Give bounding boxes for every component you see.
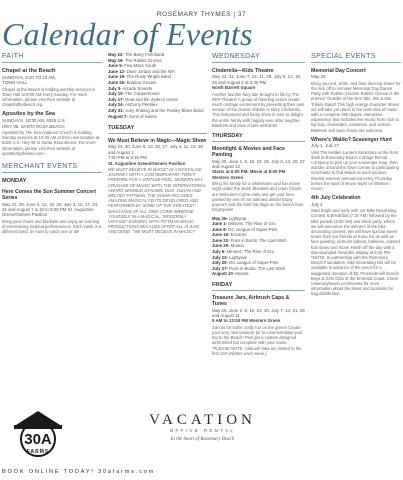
faith-item-desc: Apostles By The Sea Anglican Church is holding Sunday services at 10:30 AM at their new location at 6325 U.S. Hwy 98 in Santa Rosa Beach. For more information, please visit their website at apostlesbythesea.com. <box>2 130 100 156</box>
concert-list-may <box>108 52 207 63</box>
list-item: June 26- Boukou Groove <box>108 79 157 85</box>
thursday-event-desc: Bring the family for a wholesome and fun movie night under the stars! Blankets and Lawn Chairs are Welcome! Come early and get your face painted by one of our talented artists! Enjoy popcorn and the best hot dogs on the beach from Dogtopolis! <box>212 181 304 213</box>
running-head: ROSEMARY THYMES | 37 <box>156 11 247 18</box>
ad-name: VACATION <box>149 412 256 428</box>
tuesday-event-dates: May 23, 30, June 6, 13, 20, 27, July 4, 11, 18, 25 and August 1 <box>108 144 203 155</box>
wednesday-heading: WEDNESDAY <box>212 52 305 63</box>
concert-list-june-july <box>108 63 207 119</box>
merchant-heading: MERCHANT EVENTS <box>2 162 102 173</box>
special-item-date: May 29 <box>311 74 326 80</box>
faith-merchant-column <box>2 52 102 234</box>
thursday-event-time: Starts at 6:00 PM, Movie at 8:00 PM <box>212 169 286 175</box>
special-item-title: Where's Waldo? Scavenger Hunt <box>311 136 392 143</box>
logo-sub-text: FARMS <box>26 449 50 455</box>
ad-tagline: In the heart of Rosemary Beach <box>170 437 235 442</box>
tuesday-event-where: St. Augustine Green/Owners Pavilion <box>108 160 186 166</box>
list-item: August 10- Moana <box>212 271 249 277</box>
special-heading: SPECIAL EVENTS <box>311 52 401 63</box>
friday-event-time: 9 AM to 12:00 PM Western Green <box>212 318 281 324</box>
thursday-heading: THURSDAY <box>212 133 305 142</box>
weekday-events-column <box>212 52 305 356</box>
special-item-date: July 1- July 27 <box>311 143 340 149</box>
special-item-title: 4th July Celebration <box>311 195 361 202</box>
friday-event-desc: Join us for some crafty fun on the green! Create your very own treasure jar to commemorate your trip to the Beach! Plus get a custom designed airbrushed hat complete with your name. *PLEASE NOTE: Airbrush hats are limited to the first 150 children each week.) <box>212 324 303 356</box>
merchant-event-desc: Bring your chairs and blankets and enjoy an evening of entertaining musical performances. Each week is a different band, be sure to catch one or all! <box>2 218 102 235</box>
faith-item-when: SUNDAYS, 8:30 TO 10 AM, <box>2 74 56 80</box>
special-item-date: July 4 <box>311 201 323 207</box>
special-item-title: Memorial Day Concert <box>311 68 366 74</box>
merchant-event-dates: May 22, 29, June 5, 12, 19, 26, July 3, 10, 17, 24, 31 and August 7 & 10 to 8:30 PM St. Augustine Green/Owners Pavilion <box>2 201 99 218</box>
merchant-day: MONDAY <box>2 178 27 185</box>
thursday-event-where: Western Green <box>212 174 244 180</box>
merchant-event-title: Here Comes the Sun Summer Concert Series <box>2 188 96 202</box>
faith-heading: FAITH <box>2 52 102 63</box>
list-item: June 8- DC League of Super-Pets <box>212 226 278 232</box>
list-item: June 22- Puss in Boots: The Last Wish <box>212 237 287 243</box>
list-item: May 22- The Barry Fish Band <box>108 52 165 57</box>
thursday-event-title: Moonlight & Movies and Face Painting <box>212 145 285 159</box>
list-item: June 29- Moana <box>212 243 244 249</box>
list-item: August 7- Sons of Saints <box>108 113 157 119</box>
logo-text: 30A <box>24 431 52 448</box>
list-item: July 17- Heat and the Zydeco Gents <box>108 96 178 102</box>
list-item: July 6- Minions: The Rise of Gru <box>212 249 275 255</box>
movie-list <box>212 216 305 278</box>
list-item: May 25- Lightyear <box>212 215 247 221</box>
list-item: July 13- Lightyear <box>212 254 247 260</box>
list-item: July 10- The Copperhones <box>108 91 160 97</box>
list-item: June 5- Few Mass South <box>108 63 157 69</box>
concert-magic-column <box>108 52 207 235</box>
list-item: July 20- DC League of Super-Pets <box>212 260 279 266</box>
list-item: July 3- Arcade Sounds <box>108 85 152 91</box>
tuesday-event-title: We Must Believe in Magic—Magic Show <box>108 137 207 144</box>
wednesday-event-desc: Another favorite fairy tale brought to life by The REP Theatre! A group of traveling actors create much onstage excitement by presenting their own version of the classic children's story Cinderella. This fast-paced and funny show is sure to delight the entire family with happily ever after laughter. Blankets and lawn chairs welcome! <box>212 91 305 128</box>
list-item: June 1- Minions: The Rise of Gru <box>212 221 276 227</box>
ad-sub: OFFICE RENTAL <box>169 428 236 433</box>
list-item: June 15- Encanto <box>212 232 247 238</box>
faith-item-title: Chapel at the Beach <box>2 68 56 74</box>
faith-item-where: TOWN HALL <box>2 80 28 86</box>
list-item: May 29- The Rubiks Groove <box>108 57 162 63</box>
tuesday-heading: TUESDAY <box>108 125 207 134</box>
friday-event-dates: May 26, June 2, 9, 16, 23, 30, July 7, 14, 21, 28 and August 11 <box>212 307 305 319</box>
list-item: July 27- Puss in Boots: The Last Wish <box>212 265 286 271</box>
faith-item-desc: Chapel at the Beach is holding worship services in Town Hall at 9:00 AM every Sunday. For more information, please visit their website at chapelatthebeach.org. <box>2 86 96 108</box>
vacation-rental-ad[interactable] <box>0 395 305 480</box>
special-item-desc: Bring you red, white, and blue dancing shoes for the kick off to summer Memorial Day Dance Party with Rubiks Groove! Rubiks Groove is the premier 'Outside of the Box' 80s, 90s & 00s Tribute Band! This high energy character driven act will take you back to the best eras of music with a complete 360 degree interactive experience that includes live music from rock to hip hop, characters, costumes, and videos! Blankets and lawn chairs are welcome. <box>311 80 401 133</box>
wednesday-event-where: North Barrett Square <box>212 85 256 91</box>
friday-heading: FRIDAY <box>212 282 305 291</box>
faith-item-where: HWY 98, SANTA ROSA BEACH <box>2 123 65 129</box>
list-item: July 31- Joey Shaling and the Paisley Blues Band <box>108 107 204 113</box>
wednesday-event-title: Cinderella—Kids Theatre <box>212 68 274 74</box>
special-events-column <box>311 52 401 297</box>
faith-item-title: Apostles by the Sea <box>2 111 56 118</box>
tuesday-event-time: 7:00 PM to 8:15 PM <box>108 155 147 161</box>
friday-event-title: Treasure Jars, Airbrush Caps & Tunes <box>212 294 290 308</box>
wednesday-event-dates: May 24, 31, June 7, 14, 21, 28, July 5, 12, 19, 26 and August 2 at 6:30 PM <box>212 74 302 85</box>
list-item: July 24- Anthony Peebles <box>108 102 158 108</box>
special-item-desc: Visit The Hidden Lantern Bookstore at the front desk at Rosemary Beach Cottage Rental Company to pick up your scavenger map, then wander around the Town Center to participating merchants to find Waldo at each location. Weekly winners announced every Thursday before the start of Movie Night on Western Green. <box>311 149 399 192</box>
ad-book-link[interactable]: BOOK ONLINE TODAY! 30afarms.com <box>2 469 156 475</box>
list-item: June 12- Dave Jordan and the NIA <box>108 68 175 74</box>
special-item-desc: Start bright and early with our Bike Decorating Contest & Breakfast (7:30 AM) followed by the bike parade (8:30 AM) and block party, where we will announce the winners of the bike decorating contest. We will have special sweet treats from our friends at Kona Ice as well as face painting, airbrush tattoos, balloons, colored hair spray and more! Finish off the day with a star-spangled fireworks display at 8:45 PM. *NOTE: In partnership with the Rosemary Beach Foundation, bike decorating kits will be available in advance of the event for a suggested donation of $5. Proceeds will benefit Boys & Girls Club of the Emerald Coast. Check rosemarybeach.com/events for more information about the times and locations for bag distribution. <box>311 208 400 297</box>
page-title: Calendar of Events <box>2 16 253 52</box>
faith-item-when: SUNDAYS, 10:30 AM, 6325 U.S. <box>2 118 66 124</box>
thursday-event-dates: May 25, June 1, 8, 15, 22, 29, July 6, 13, 20, 27 and August 10 <box>212 158 305 170</box>
tuesday-event-desc: WE MUST BELIEVE IN MAGIC" IS A NOSTALGIC JOURNEY WITH A CONTEMPORARY TWIST! PREPARE FOR A VINTAGE-FEEL, MODERN-DAY CRUSADE OF MAGIC WITH THE INTERNATIONAL AWARD WINNING DYNAMIC DUO, JULIAN AND MELODY PITTMAN. THE SHOW INCLUDES AMAZING MAGICAL FEATS DEVELOPED AND PERFORMED BY SOME OF THE GREATEST MAGICIANS OF ALL TIME! COME IMMERSE YOURSELF IN A MAGICAL, "MODERNLY VINTAGE" EVENING WITH PITTMAN MAGIC PRODUCTIONS BECAUSE AFTER ALL IS SAID AND DONE, "WE MUST BELIEVE IN MAGIC!" <box>108 166 206 235</box>
farms-logo-icon <box>8 403 68 463</box>
list-item: June 19- The Rusty Wright Band <box>108 74 171 80</box>
